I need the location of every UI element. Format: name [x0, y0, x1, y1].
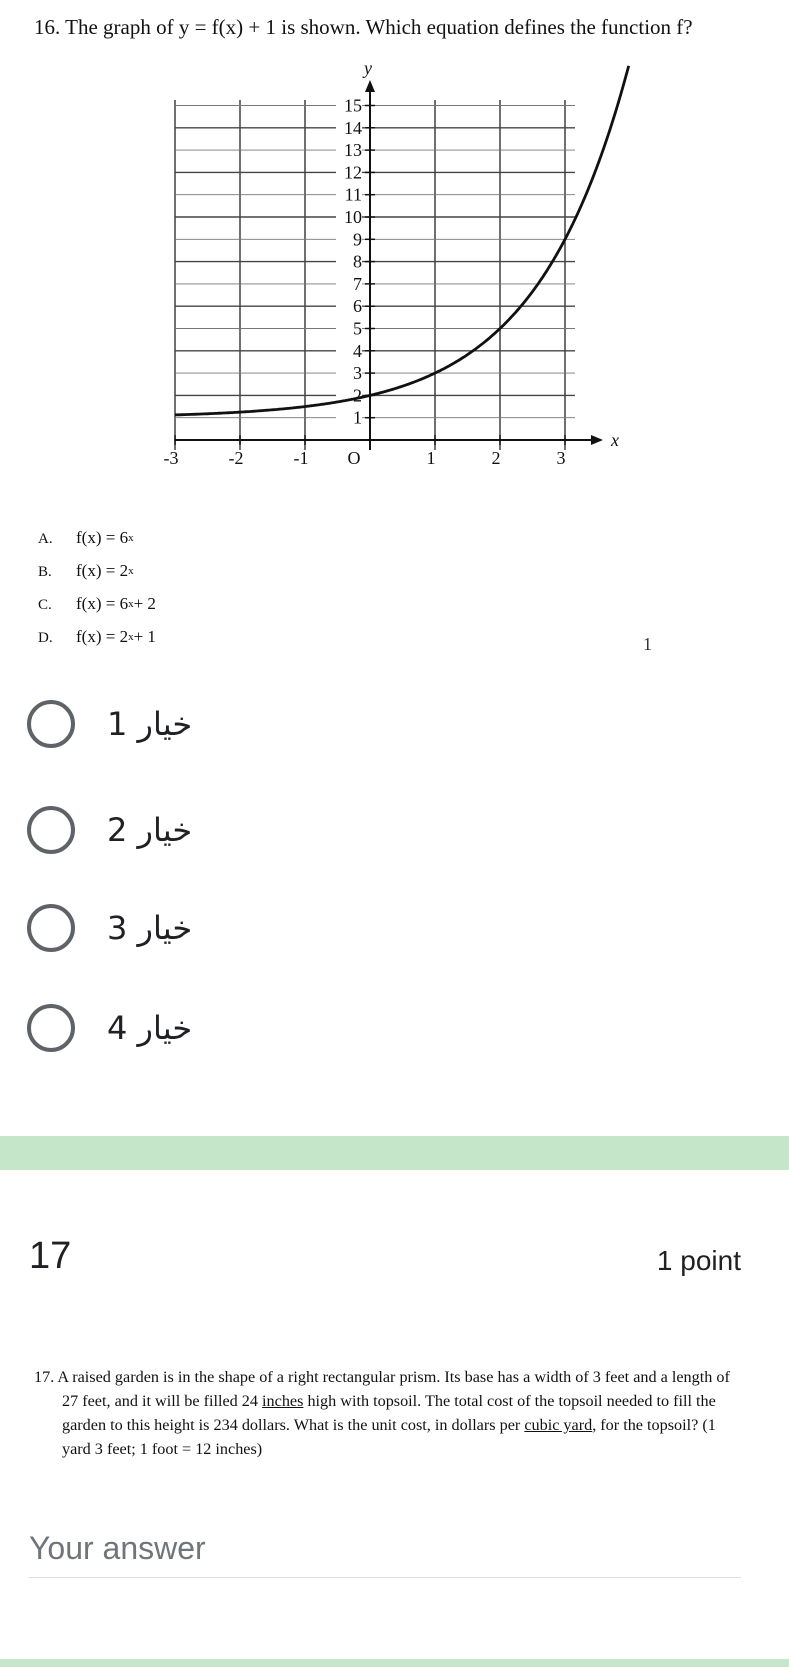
y-tick-label: 13 — [344, 140, 362, 161]
choice-exponent: x — [128, 565, 134, 577]
x-tick-label: -2 — [228, 448, 244, 468]
underlined-term: inches — [262, 1392, 304, 1410]
radio-label: خيار 3 — [107, 909, 193, 947]
radio-label: خيار 1 — [107, 705, 193, 743]
answer-choice-list — [38, 528, 156, 660]
y-tick-label: 8 — [353, 251, 362, 272]
y-tick-label: 15 — [344, 95, 362, 116]
section-divider — [0, 1136, 789, 1170]
question-points: 1 point — [656, 1245, 741, 1276]
choice-a — [38, 528, 156, 561]
y-axis-label: y — [364, 60, 372, 78]
exponential-graph — [150, 60, 650, 500]
radio-button[interactable] — [27, 904, 75, 952]
choice-letter: B. — [38, 564, 52, 580]
y-tick-label: 4 — [353, 340, 362, 361]
choice-expression: f(x) = 2 — [76, 627, 129, 646]
x-tick-label: O — [347, 448, 361, 468]
y-axis-arrow — [365, 80, 375, 92]
question-17-body — [34, 1365, 746, 1461]
choice-letter: C. — [38, 597, 52, 613]
y-tick-label: 10 — [344, 207, 362, 227]
choice-d — [38, 627, 156, 660]
choice-expression: f(x) = 2 — [76, 561, 129, 580]
choice-exponent: x — [128, 532, 134, 544]
question-17-text — [34, 1365, 746, 1461]
y-tick-label: 14 — [344, 117, 362, 138]
choice-tail: + 1 — [133, 627, 156, 646]
text-part: 17. A raised garden is in the shape of a right rectangular prism. Its base has a width of 3 feet and a length of 27 feet, and it will be filled 24 — [34, 1368, 730, 1410]
radio-button[interactable] — [27, 806, 75, 854]
choice-c — [38, 594, 156, 627]
x-tick-label: -3 — [163, 448, 179, 468]
y-tick-label: 2 — [353, 385, 362, 406]
choice-expression: f(x) = 6 — [76, 594, 129, 613]
x-tick-label: 2 — [491, 448, 501, 468]
text-part: , for the topsoil? (1 yard 3 feet; 1 foot = 12 inches) — [62, 1416, 716, 1458]
y-tick-label: 3 — [353, 363, 362, 384]
choice-b — [38, 561, 156, 594]
radio-option-2[interactable] — [27, 806, 192, 854]
x-axis-arrow — [591, 435, 603, 445]
x-tick-label: 1 — [426, 448, 436, 468]
radio-button[interactable] — [27, 1004, 75, 1052]
y-tick-label: 9 — [353, 229, 362, 250]
answer-input[interactable] — [29, 1520, 741, 1578]
radio-label: خيار 2 — [107, 811, 193, 849]
x-axis-label: x — [611, 430, 619, 450]
text-part: high with topsoil. The total cost of the topsoil needed to fill the garden to this height is 234 dollars. What is the unit cost, in dollars per — [62, 1392, 716, 1434]
choice-letter: D. — [38, 630, 53, 646]
radio-button[interactable] — [27, 700, 75, 748]
choice-letter: A. — [38, 531, 53, 547]
radio-label: خيار 4 — [107, 1009, 193, 1047]
choice-tail: + 2 — [133, 594, 156, 613]
bottom-divider — [0, 1659, 789, 1667]
series-line — [175, 66, 629, 415]
radio-option-4[interactable] — [27, 1004, 192, 1052]
radio-option-3[interactable] — [27, 904, 192, 952]
radio-option-1[interactable] — [27, 700, 192, 748]
question-number: 17 — [29, 1235, 72, 1277]
y-tick-label: 6 — [353, 296, 362, 317]
choice-exponent: x — [128, 631, 134, 643]
x-tick-label: -1 — [293, 448, 309, 468]
underlined-term: cubic yard — [524, 1416, 593, 1434]
y-tick-label: 1 — [353, 407, 362, 428]
y-tick-label: 11 — [344, 184, 362, 205]
question-16-stem: 16. The graph of y = f(x) + 1 is shown. Which equation defines the function f? — [34, 15, 693, 39]
choice-expression: f(x) = 6 — [76, 528, 129, 547]
stray-mark: 1 — [643, 634, 652, 654]
y-tick-label: 12 — [344, 162, 362, 183]
y-tick-label: 7 — [353, 273, 362, 294]
choice-exponent: x — [128, 598, 134, 610]
x-tick-label: 3 — [556, 448, 566, 468]
y-tick-label: 5 — [353, 318, 362, 339]
